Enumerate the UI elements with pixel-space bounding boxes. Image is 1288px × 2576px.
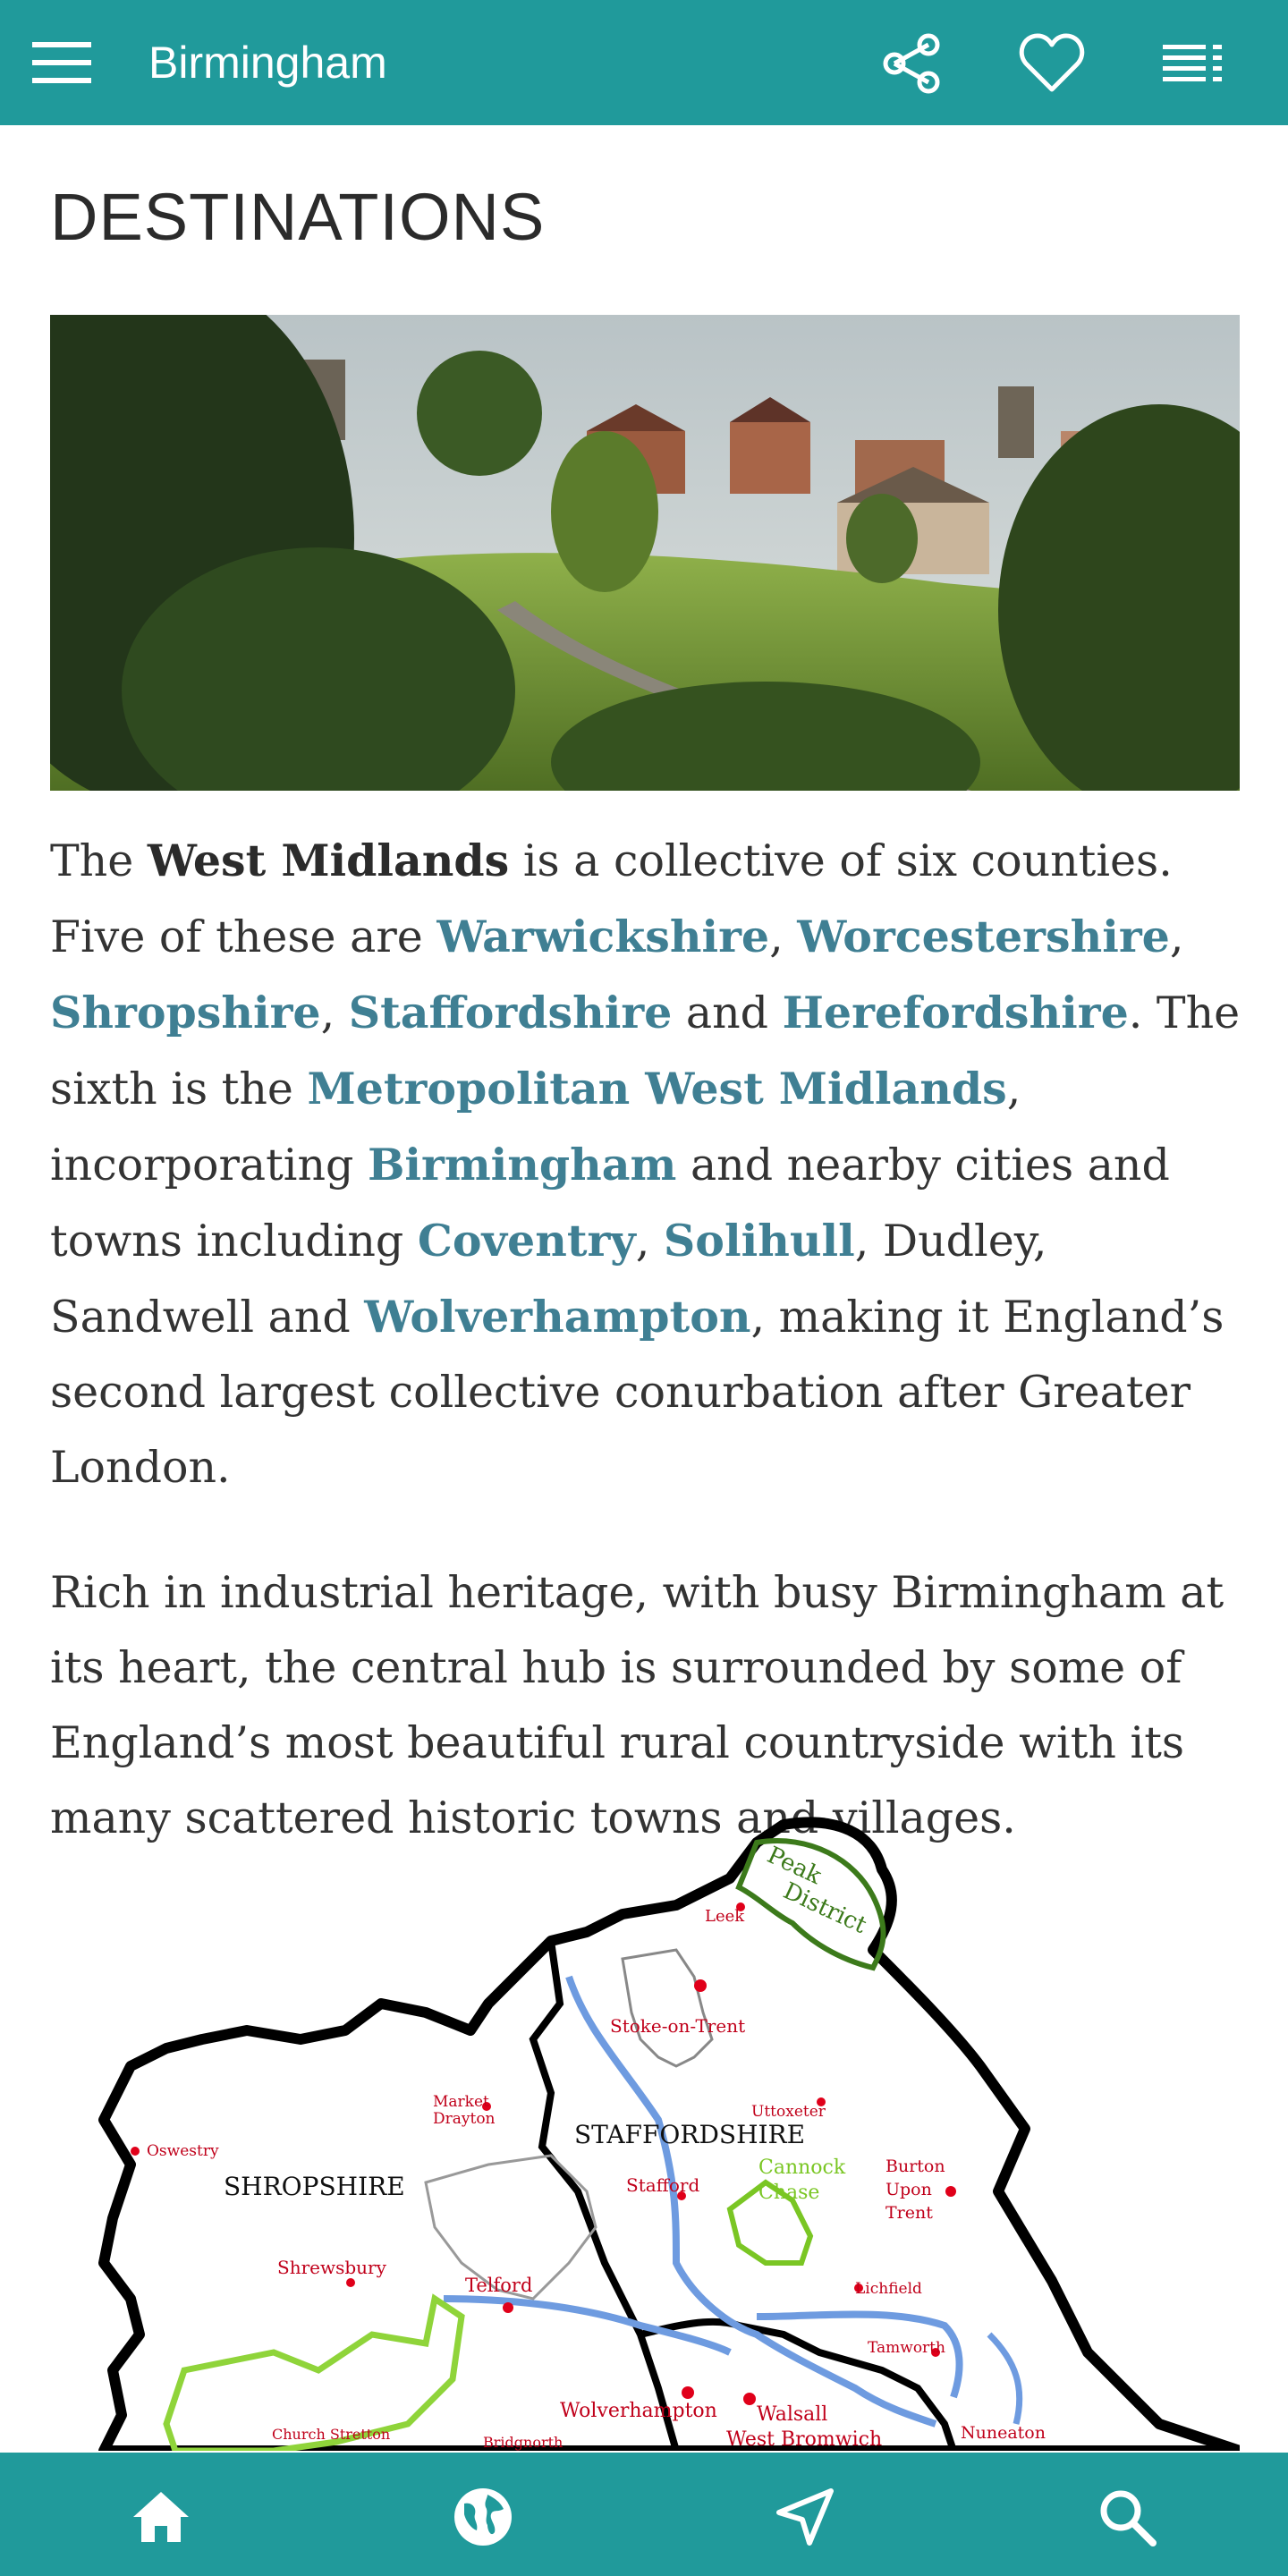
navigate-button[interactable] bbox=[760, 2472, 850, 2562]
search-icon bbox=[1097, 2487, 1157, 2546]
link-birmingham[interactable]: Birmingham bbox=[367, 1139, 677, 1191]
map-label-burton: Burton bbox=[886, 2157, 945, 2176]
link-herefordshire[interactable]: Herefordshire bbox=[782, 987, 1129, 1038]
navigation-arrow-icon bbox=[775, 2487, 835, 2546]
page-heading: DESTINATIONS bbox=[50, 180, 546, 254]
bottom-navigation bbox=[0, 2453, 1288, 2576]
map-label-stafford: Stafford bbox=[626, 2174, 700, 2196]
map-label-shropshire: SHROPSHIRE bbox=[224, 2172, 405, 2201]
map-label-nuneaton: Nuneaton bbox=[961, 2423, 1046, 2443]
globe-button[interactable] bbox=[438, 2472, 528, 2562]
intro-paragraph: The West Midlands is a collective of six counties. Five of these are Warwickshire, Worcestershire, Shropshire, Staffordshire and Herefordshire. The sixth is the Metropolitan West Midlands, incorporating Birmingham and nearby cities and towns including Coventry, Solihull, Dudley, Sandwell and Wolverhampton, making it England’s second largest collective conurbation after Greater London. bbox=[50, 835, 1241, 1493]
map-label-wolverhampton: Wolverhampton bbox=[560, 2400, 717, 2422]
region-name: West Midlands bbox=[147, 835, 510, 886]
heritage-paragraph: Rich in industrial heritage, with busy Birmingham at its heart, the central hub is surrounded by some of England’s most beautiful rural countryside with its many scattered historic towns and villages. bbox=[50, 1567, 1224, 1843]
map-label-drayton: Drayton bbox=[433, 2110, 496, 2128]
link-wolverhampton[interactable]: Wolverhampton bbox=[364, 1291, 751, 1343]
map-label-leek: Leek bbox=[705, 1907, 745, 1926]
article-body bbox=[50, 823, 1249, 1906]
list-icon[interactable] bbox=[1163, 43, 1225, 82]
link-worcestershire[interactable]: Worcestershire bbox=[797, 911, 1170, 962]
app-bar-title: Birmingham bbox=[148, 38, 387, 88]
top-app-bar bbox=[0, 0, 1288, 125]
map-label-district: District bbox=[779, 1877, 871, 1940]
link-shropshire[interactable]: Shropshire bbox=[50, 987, 321, 1038]
map-label-church-stretton: Church Stretton bbox=[272, 2426, 391, 2443]
map-label-walsall: Walsall bbox=[757, 2403, 828, 2426]
map-label-market: Market bbox=[433, 2093, 489, 2111]
home-button[interactable] bbox=[116, 2472, 206, 2562]
map-label-tamworth: Tamworth bbox=[868, 2339, 945, 2357]
map-label-lichfield: Lichfield bbox=[855, 2280, 922, 2298]
map-label-uttoxeter: Uttoxeter bbox=[751, 2103, 826, 2121]
region-map bbox=[50, 1798, 1240, 2451]
heart-icon[interactable] bbox=[1018, 32, 1086, 95]
link-coventry[interactable]: Coventry bbox=[417, 1215, 636, 1267]
share-icon[interactable] bbox=[880, 32, 943, 95]
link-metropolitan-west-midlands[interactable]: Metropolitan West Midlands bbox=[307, 1063, 1007, 1114]
map-label-oswestry: Oswestry bbox=[147, 2142, 219, 2160]
map-label-staffordshire: STAFFORDSHIRE bbox=[574, 2120, 806, 2149]
search-button[interactable] bbox=[1082, 2472, 1172, 2562]
map-label-chase: Chase bbox=[758, 2182, 820, 2204]
globe-icon bbox=[452, 2486, 514, 2548]
map-label-bridgnorth: Bridgnorth bbox=[483, 2434, 564, 2451]
link-warwickshire[interactable]: Warwickshire bbox=[436, 911, 770, 962]
link-staffordshire[interactable]: Staffordshire bbox=[348, 987, 673, 1038]
home-icon bbox=[130, 2488, 192, 2546]
hero-image bbox=[50, 315, 1240, 791]
map-label-upon: Upon bbox=[886, 2180, 932, 2199]
map-label-telford: Telford bbox=[465, 2275, 533, 2296]
map-label-trent: Trent bbox=[886, 2203, 933, 2223]
link-solihull[interactable]: Solihull bbox=[663, 1215, 855, 1267]
map-label-peak: Peak bbox=[763, 1842, 826, 1890]
menu-icon[interactable] bbox=[32, 40, 91, 85]
map-label-west-bromwich: West Bromwich bbox=[726, 2428, 883, 2451]
map-label-stoke: Stoke-on-Trent bbox=[610, 2015, 746, 2037]
map-label-cannock: Cannock bbox=[758, 2157, 846, 2179]
map-label-shrewsbury: Shrewsbury bbox=[277, 2257, 386, 2278]
